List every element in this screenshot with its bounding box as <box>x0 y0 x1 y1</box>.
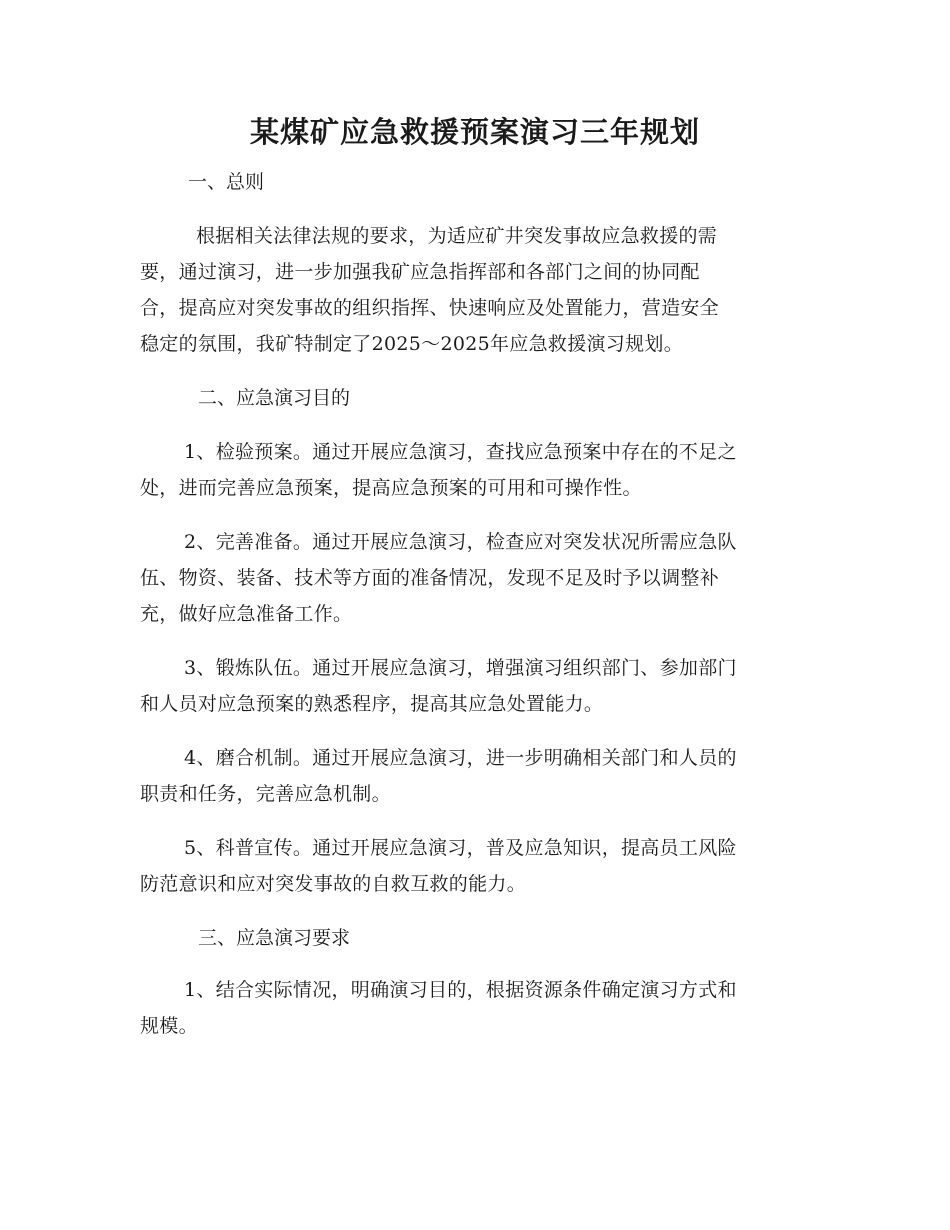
list-item-purpose-5 <box>140 830 810 902</box>
paragraph-line: 要，通过演习，进一步加强我矿应急指挥部和各部门之间的协同配 <box>140 261 700 283</box>
list-item-purpose-2 <box>140 524 810 632</box>
paragraph-line: 合，提高应对突发事故的组织指挥、快速响应及处置能力，营造安全 <box>140 297 720 319</box>
section-heading-requirements: 三、应急演习要求 <box>198 927 351 949</box>
section-heading-general: 一、总则 <box>188 171 265 193</box>
paragraph-line: 1、检验预案。通过开展应急演习，查找应急预案中存在的不足之 <box>184 441 737 463</box>
paragraph-line: 2、完善准备。通过开展应急演习，检查应对突发状况所需应急队 <box>184 531 737 553</box>
paragraph-line: 3、锻炼队伍。通过开展应急演习，增强演习组织部门、参加部门 <box>184 657 737 679</box>
list-item-purpose-4 <box>140 740 810 812</box>
paragraph-line: 4、磨合机制。通过开展应急演习，进一步明确相关部门和人员的 <box>184 747 737 769</box>
list-item-purpose-1 <box>140 434 810 506</box>
paragraph-line: 职责和任务，完善应急机制。 <box>140 783 391 805</box>
paragraph-line: 规模。 <box>140 1015 198 1037</box>
paragraph-line: 处，进而完善应急预案，提高应急预案的可用和可操作性。 <box>140 477 642 499</box>
paragraph-line: 充，做好应急准备工作。 <box>140 603 353 625</box>
section-heading-purpose: 二、应急演习目的 <box>198 387 351 409</box>
list-item-requirement-1 <box>140 972 810 1044</box>
document-title: 某煤矿应急救援预案演习三年规划 <box>249 115 700 149</box>
paragraph-line: 伍、物资、装备、技术等方面的准备情况，发现不足及时予以调整补 <box>140 567 720 589</box>
paragraph-line: 和人员对应急预案的熟悉程序，提高其应急处置能力。 <box>140 693 604 715</box>
paragraph-line: 防范意识和应对突发事故的自救互救的能力。 <box>140 873 527 895</box>
paragraph-line: 根据相关法律法规的要求，为适应矿井突发事故应急救援的需 <box>196 225 718 247</box>
paragraph-line: 稳定的氛围，我矿特制定了2025～2025年应急救援演习规划。 <box>140 333 684 355</box>
paragraph-line: 5、科普宣传。通过开展应急演习，普及应急知识，提高员工风险 <box>184 837 737 859</box>
list-item-purpose-3 <box>140 650 810 722</box>
paragraph-general <box>140 218 810 362</box>
paragraph-line: 1、结合实际情况，明确演习目的，根据资源条件确定演习方式和 <box>184 979 737 1001</box>
